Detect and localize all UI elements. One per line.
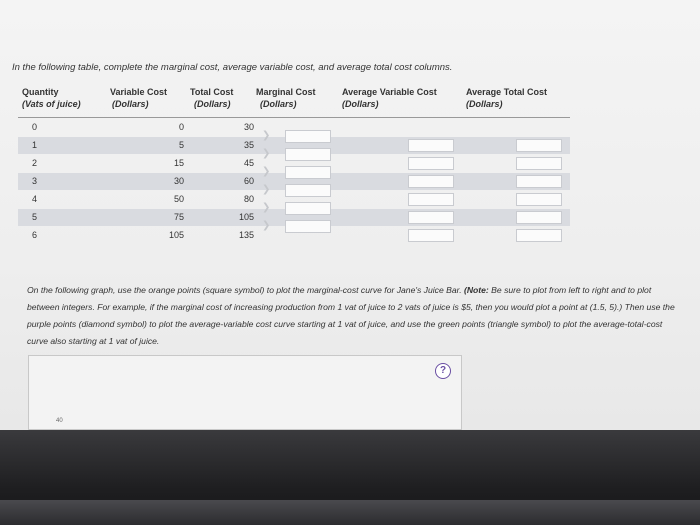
variable-cost-cell: 50	[173, 194, 184, 204]
mc-input-3-4[interactable]	[285, 184, 331, 197]
help-icon[interactable]: ?	[435, 363, 451, 379]
avc-input-q4[interactable]	[408, 193, 454, 206]
quantity-cell: 3	[32, 176, 38, 186]
variable-cost-cell: 105	[168, 230, 184, 240]
avc-input-q6[interactable]	[408, 229, 454, 242]
avc-input-q1[interactable]	[408, 139, 454, 152]
header-variable-cost: Variable Cost (Dollars)	[110, 87, 168, 109]
mc-input-4-5[interactable]	[285, 202, 331, 215]
total-cost-cell: 135	[238, 230, 254, 240]
variable-cost-cell: 0	[178, 122, 184, 132]
total-cost-cell: 105	[238, 212, 254, 222]
variable-cost-cell: 30	[173, 176, 184, 186]
mc-input-5-6[interactable]	[285, 220, 331, 233]
header-quantity: Quantity (Vats of juice)	[22, 87, 81, 109]
mc-input-2-3[interactable]	[285, 166, 331, 179]
chevron-right-icon: ❯	[262, 148, 271, 159]
chevron-right-icon: ❯	[262, 220, 271, 231]
header-marginal-cost: Marginal Cost (Dollars)	[256, 87, 316, 109]
variable-cost-cell: 5	[178, 140, 184, 150]
header-average-total-cost: Average Total Cost (Dollars)	[466, 87, 548, 109]
header-total-cost: Total Cost (Dollars)	[190, 87, 234, 109]
header-divider	[18, 117, 570, 118]
atc-input-q6[interactable]	[516, 229, 562, 242]
atc-input-q1[interactable]	[516, 139, 562, 152]
total-cost-cell: 60	[243, 176, 254, 186]
atc-input-q2[interactable]	[516, 157, 562, 170]
quantity-cell: 2	[32, 158, 38, 168]
mc-input-1-2[interactable]	[285, 148, 331, 161]
mc-input-0-1[interactable]	[285, 130, 331, 143]
total-cost-cell: 45	[243, 158, 254, 168]
atc-input-q5[interactable]	[516, 211, 562, 224]
graph-panel[interactable]	[28, 355, 462, 430]
avc-input-q2[interactable]	[408, 157, 454, 170]
chevron-right-icon: ❯	[262, 130, 271, 141]
quantity-cell: 5	[32, 212, 38, 222]
table-instruction: In the following table, complete the marginal cost, average variable cost, and average total cost columns.	[12, 62, 453, 73]
atc-input-q3[interactable]	[516, 175, 562, 188]
avc-input-q3[interactable]	[408, 175, 454, 188]
y-axis-tick-label: 40	[56, 418, 63, 424]
chevron-right-icon: ❯	[262, 202, 271, 213]
quantity-cell: 0	[32, 122, 38, 132]
variable-cost-cell: 15	[173, 158, 184, 168]
header-average-variable-cost: Average Variable Cost (Dollars)	[342, 87, 437, 109]
quantity-cell: 4	[32, 194, 38, 204]
variable-cost-cell: 75	[173, 212, 184, 222]
total-cost-cell: 35	[243, 140, 254, 150]
quantity-cell: 6	[32, 230, 38, 240]
laptop-bezel-lip	[0, 500, 700, 525]
avc-input-q5[interactable]	[408, 211, 454, 224]
total-cost-cell: 80	[243, 194, 254, 204]
graph-instruction: On the following graph, use the orange points (square symbol) to plot the marginal-cost curve for Jane's Juice Bar. (Note: Be sure to plot from left to right and to plot between integers. For example, if the marginal cost of increasing production from 1 vat of juice to 2 vats of juice is $5, then you would plot a point at (1.5, 5).) Then use the purple points (diamond symbol) to plot the average-variable cost curve starting at 1 vat of juice, and use the green points (triangle symbol) to plot the average-total-cost curve also starting at 1 vat of juice.	[27, 285, 675, 346]
atc-input-q4[interactable]	[516, 193, 562, 206]
quantity-cell: 1	[32, 140, 38, 150]
total-cost-cell: 30	[243, 122, 254, 132]
chevron-right-icon: ❯	[262, 184, 271, 195]
chevron-right-icon: ❯	[262, 166, 271, 177]
